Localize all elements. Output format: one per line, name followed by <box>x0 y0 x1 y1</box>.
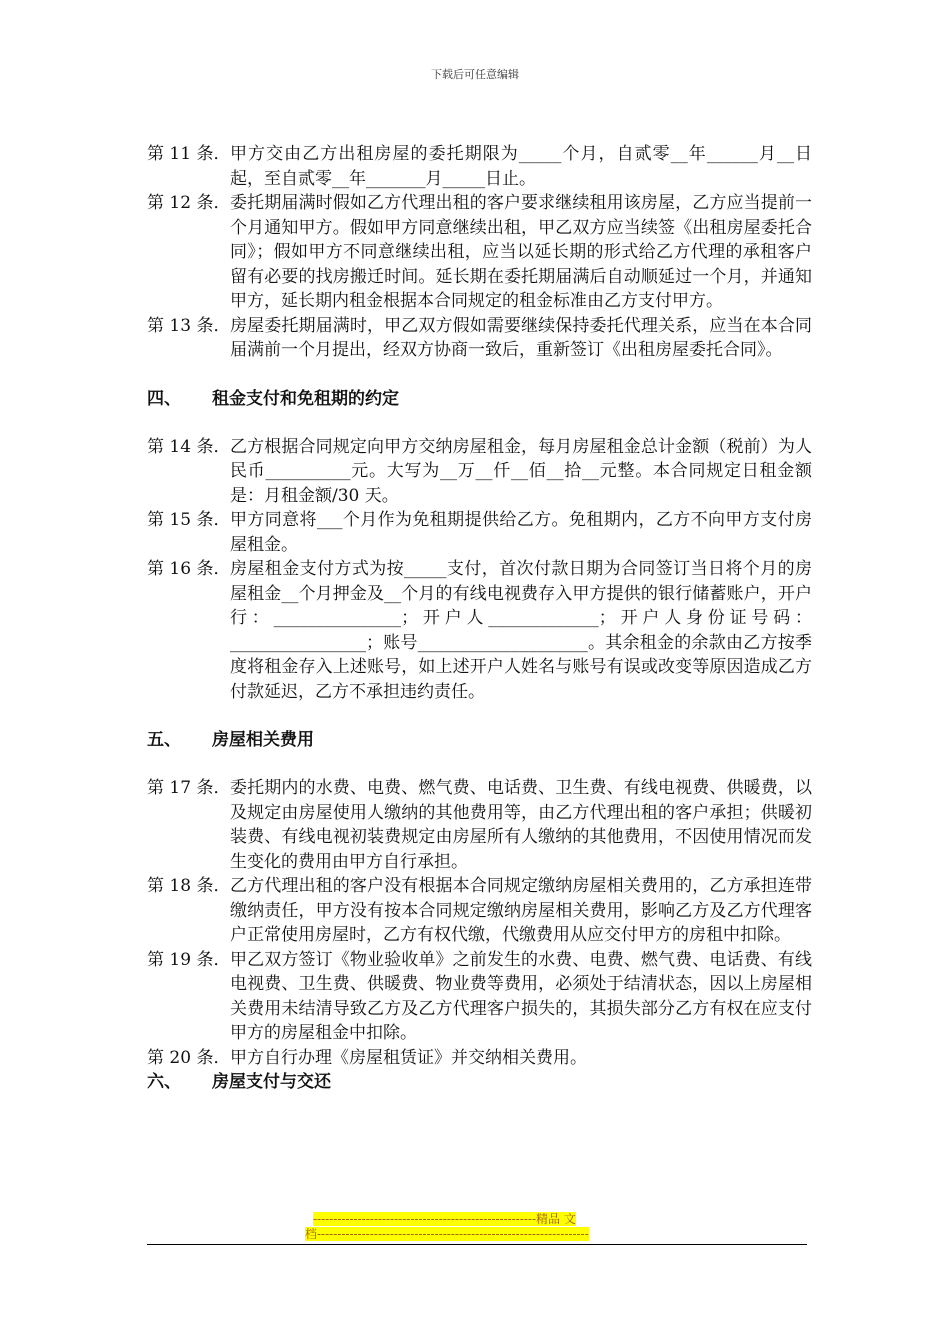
section-number: 四、 <box>147 388 181 409</box>
article-15 <box>147 508 812 557</box>
article-19 <box>147 948 812 1046</box>
article-text: 委托期届满时假如乙方代理出租的客户要求继续租用该房屋，乙方应当提前一个月通知甲方。假如甲方同意继续出租，甲乙双方应当续签《出租房屋委托合同》；假如甲方不同意继续出租，应当以延长期的形式给乙方代理的承租客户留有必要的找房搬迁时间。延长期在委托期届满后自动顺延过一个月，并通知甲方，延长期内租金根据本合同规定的租金标准由乙方支付甲方。 <box>230 193 812 311</box>
article-20 <box>147 1046 812 1071</box>
section-number: 五、 <box>147 730 181 750</box>
article-number: 第 12 条． <box>147 193 231 213</box>
article-number: 第 15 条． <box>147 510 231 530</box>
article-11 <box>147 142 812 191</box>
article-number: 第 20 条． <box>147 1047 231 1068</box>
article-text: 乙方根据合同规定向甲方交纳房屋租金，每月房屋租金总计金额（税前）为人民币__________元。大写为__万__仟__佰__拾__元整。本合同规定日租金额是：月租金额/30 天。 <box>230 436 812 506</box>
article-text: 房屋租金支付方式为按_____支付，首次付款日期为合同签订当日将个月的房屋租金__个月押金及__个月的有线电视费存入甲方提供的银行储蓄账户，开户行：_______________；开户人_____________；开户人身份证号码：________________；账号____________________。其余租金的余款由乙方按季度将租金存入上述账号，如上述开户人姓名与账号有误或改变等原因造成乙方付款延迟，乙方不承担违约责任。 <box>230 559 812 702</box>
section-title: 房屋相关费用 <box>212 730 314 750</box>
section-title: 房屋支付与交还 <box>212 1072 331 1092</box>
section-heading-4 <box>147 387 812 411</box>
article-16 <box>147 557 812 704</box>
page-header: 下载后可任意编辑 <box>431 68 519 81</box>
section-title: 租金支付和免租期的约定 <box>212 388 399 409</box>
footer-line-2: 档------------------------------------------------------------------- <box>305 1227 589 1241</box>
article-text: 房屋委托期届满时，甲乙双方假如需要继续保持委托代理关系，应当在本合同届满前一个月提出，经双方协商一致后，重新签订《出租房屋委托合同》。 <box>230 315 812 360</box>
article-18 <box>147 874 812 948</box>
article-text: 甲方同意将___个月作为免租期提供给乙方。免租期内，乙方不向甲方支付房屋租金。 <box>230 510 812 555</box>
article-number: 第 13 条． <box>147 315 231 336</box>
article-number: 第 17 条． <box>147 778 231 798</box>
footer-divider <box>147 1244 807 1245</box>
footer-line-1: -------------------------------------------------------精品 文 <box>313 1212 576 1226</box>
document-body <box>147 142 812 1094</box>
article-number: 第 14 条． <box>147 436 231 457</box>
section-heading-6 <box>147 1070 812 1094</box>
article-text: 委托期内的水费、电费、燃气费、电话费、卫生费、有线电视费、供暖费，以及规定由房屋使用人缴纳的其他费用等，由乙方代理出租的客户承担；供暖初装费、有线电视初装费规定由房屋所有人缴纳的其他费用，不因使用情况而发生变化的费用由甲方自行承担。 <box>230 778 812 872</box>
article-number: 第 11 条． <box>147 144 231 164</box>
section-heading-5 <box>147 728 812 752</box>
article-13 <box>147 314 812 363</box>
article-text: 甲乙双方签订《物业验收单》之前发生的水费、电费、燃气费、电话费、有线电视费、卫生费、供暖费、物业费等费用，必须处于结清状态，因以上房屋相关费用未结清导致乙方及乙方代理客户损失的，其损失部分乙方有权在应支付甲方的房屋租金中扣除。 <box>230 949 812 1043</box>
article-number: 第 19 条． <box>147 949 231 970</box>
article-12 <box>147 191 812 314</box>
article-text: 甲方交由乙方出租房屋的委托期限为_____个月，自贰零__年______月__日起，至自贰零__年_______月_____日止。 <box>230 144 812 189</box>
article-text: 甲方自行办理《房屋租赁证》并交纳相关费用。 <box>230 1047 587 1068</box>
article-number: 第 18 条． <box>147 876 231 896</box>
section-number: 六、 <box>147 1072 181 1092</box>
article-text: 乙方代理出租的客户没有根据本合同规定缴纳房屋相关费用的，乙方承担连带缴纳责任，甲方没有按本合同规定缴纳房屋相关费用，影响乙方及乙方代理客户正常使用房屋时，乙方有权代缴，代缴费用从应交付甲方的房租中扣除。 <box>230 876 812 945</box>
article-14 <box>147 435 812 509</box>
article-17 <box>147 776 812 874</box>
footer-watermark-note <box>305 1212 649 1242</box>
article-number: 第 16 条． <box>147 559 231 579</box>
